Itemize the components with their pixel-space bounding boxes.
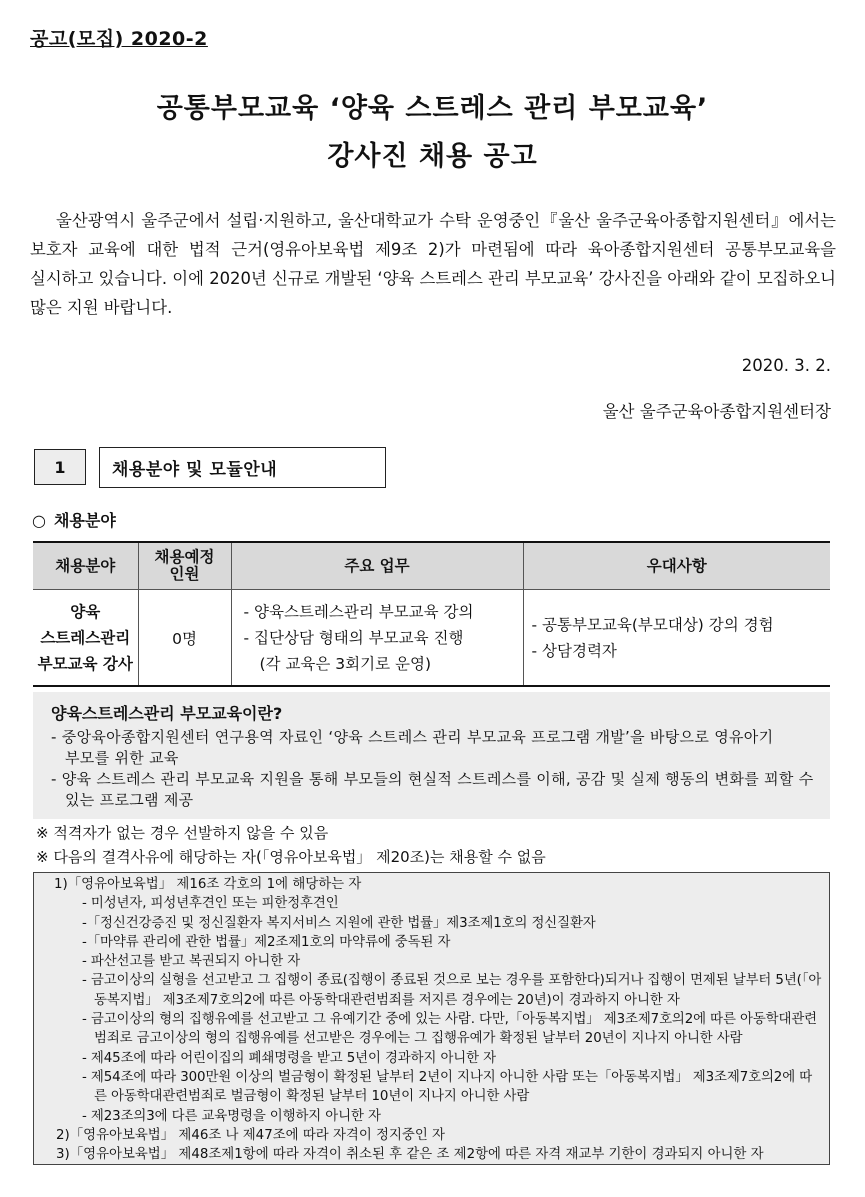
disqualification-item: 3)「영유아보육법」 제48조제1항에 따라 자격이 취소된 후 같은 조 제2항에 따른 자격 재교부 기한이 경과되지 아니한 자 — [56, 1147, 764, 1163]
disqualification-sub-item: - 금고이상의 형의 집행유예를 선고받고 그 유예기간 중에 있는 사람. 다만,「아동복지법」 제3조제7호의2에 따른 아동학대관련 범죄로 금고이상의 형의 집행유예를 선고받은 경우에는 그 집행유예가 확정된 날부터 20년이 지나지 아니한 사람 — [82, 1012, 818, 1047]
disqualification-sub-item: - 제45조에 따라 어린이집의 폐쇄명령을 받고 5년이 경과하지 아니한 자 — [82, 1050, 496, 1066]
header-duties: 주요 업무 — [231, 542, 523, 590]
header-count: 채용예정 인원 — [138, 542, 231, 590]
page-title: 공통부모교육 ‘양육 스트레스 관리 부모교육’ — [156, 93, 709, 124]
field-line: 부모교육 강사 — [37, 654, 133, 673]
sub-heading — [32, 508, 116, 531]
table-row — [33, 590, 830, 687]
info-item: - 중앙육아종합지원센터 연구용역 자료인 ‘양육 스트레스 관리 부모교육 프로그램 개발’을 바탕으로 영유아기 부모를 위한 교육 — [51, 728, 774, 767]
info-box-title: 양육스트레스관리 부모교육이란? — [51, 704, 283, 723]
disqualification-box — [33, 872, 830, 1165]
disqualification-item: 1)「영유아보육법」 제16조 각호의 1에 해당하는 자 — [54, 877, 362, 892]
recruitment-table — [33, 541, 830, 687]
sub-heading-label: 채용분야 — [53, 511, 116, 530]
intro-paragraph: 울산광역시 울주군에서 설립·지원하고, 울산대학교가 수탁 운영중인『울산 울주군육아종합지원센터』에서는 보호자 교육에 대한 법적 근거(영유아보육법 제9조 2)가 마련됨에 따라 육아종합지원센터 공통부모교육을 실시하고 있습니다. 이에 2020년 신규로 개발된 ‘양육 스트레스 관리 부모교육’ 강사진을 아래와 같이 모집하오니 많은 지원 바랍니다. — [30, 211, 836, 317]
notice-date: 2020. 3. 2. — [741, 356, 831, 375]
preference-item: - 공통부모교육(부모대상) 강의 경험 — [531, 615, 774, 634]
preference-item: - 상담경력자 — [531, 641, 617, 660]
duty-item: - 집단상담 형태의 부모교육 진행 — [243, 628, 464, 647]
disqualification-sub-item: - 파산선고를 받고 복권되지 아니한 자 — [82, 954, 301, 970]
note-line: ※ 다음의 결격사유에 해당하는 자(「영유아보육법」 제20조)는 채용할 수 없음 — [36, 848, 546, 866]
field-line: 스트레스관리 — [40, 628, 131, 647]
header-field: 채용분야 — [33, 542, 138, 590]
disqualification-sub-item: - 제23조의3에 다른 교육명령을 이행하지 아니한 자 — [82, 1108, 381, 1124]
disqualification-sub-item: - 금고이상의 실형을 선고받고 그 집행이 종료(집행이 종료된 것으로 보는 경우를 포함한다)되거나 집행이 면제된 날부터 5년(「아동복지법」 제3조제7호의2에 따른 아동학대관련범죄를 저지른 경우에는 20년)이 경과하지 아니한 자 — [82, 973, 822, 1008]
table-header-row — [33, 542, 830, 590]
note-line: ※ 적격자가 없는 경우 선발하지 않을 수 있음 — [36, 824, 329, 842]
section-title: 채용분야 및 모듈안내 — [99, 447, 386, 488]
cell-duties — [231, 590, 523, 687]
header-preferences: 우대사항 — [523, 542, 830, 590]
cell-field — [33, 590, 138, 687]
issuing-organization: 울산 울주군육아종합지원센터장 — [602, 402, 831, 421]
disqualification-sub-item: -「정신건강증진 및 정신질환자 복지서비스 지원에 관한 법률」제3조제1호의 정신질환자 — [82, 915, 596, 931]
cell-preferences — [523, 590, 830, 687]
disqualification-sub-item: - 제54조에 따라 300만원 이상의 벌금형이 확정된 날부터 2년이 지나지 아니한 사람 또는「아동복지법」 제3조제7호의2에 따른 아동학대관련범죄로 벌금형이 확정된 날부터 10년이 지나지 아니한 사람 — [82, 1069, 813, 1105]
cell-count: 0명 — [138, 590, 231, 687]
page-subtitle: 강사진 채용 공고 — [327, 141, 538, 172]
disqualification-item: 2)「영유아보육법」 제46조 나 제47조에 따라 자격이 정지중인 자 — [56, 1127, 445, 1143]
field-line: 양육 — [70, 602, 101, 621]
disqualification-sub-item: -「마약류 관리에 관한 법률」제2조제1호의 마약류에 중독된 자 — [82, 934, 451, 950]
notice-number: 공고(모집) 2020-2 — [30, 28, 208, 50]
program-info-box — [33, 692, 830, 819]
duty-item: (각 교육은 3회기로 운영) — [259, 654, 431, 673]
section-number: 1 — [34, 449, 86, 485]
info-item: - 양육 스트레스 관리 부모교육 지원을 통해 부모들의 현실적 스트레스를 이해, 공감 및 실제 행동의 변화를 꾀할 수 있는 프로그램 제공 — [51, 770, 814, 809]
duty-item: - 양육스트레스관리 부모교육 강의 — [243, 602, 474, 621]
circle-bullet-icon: ○ — [32, 511, 46, 530]
disqualification-sub-item: - 미성년자, 피성년후견인 또는 피한정후견인 — [82, 896, 339, 912]
